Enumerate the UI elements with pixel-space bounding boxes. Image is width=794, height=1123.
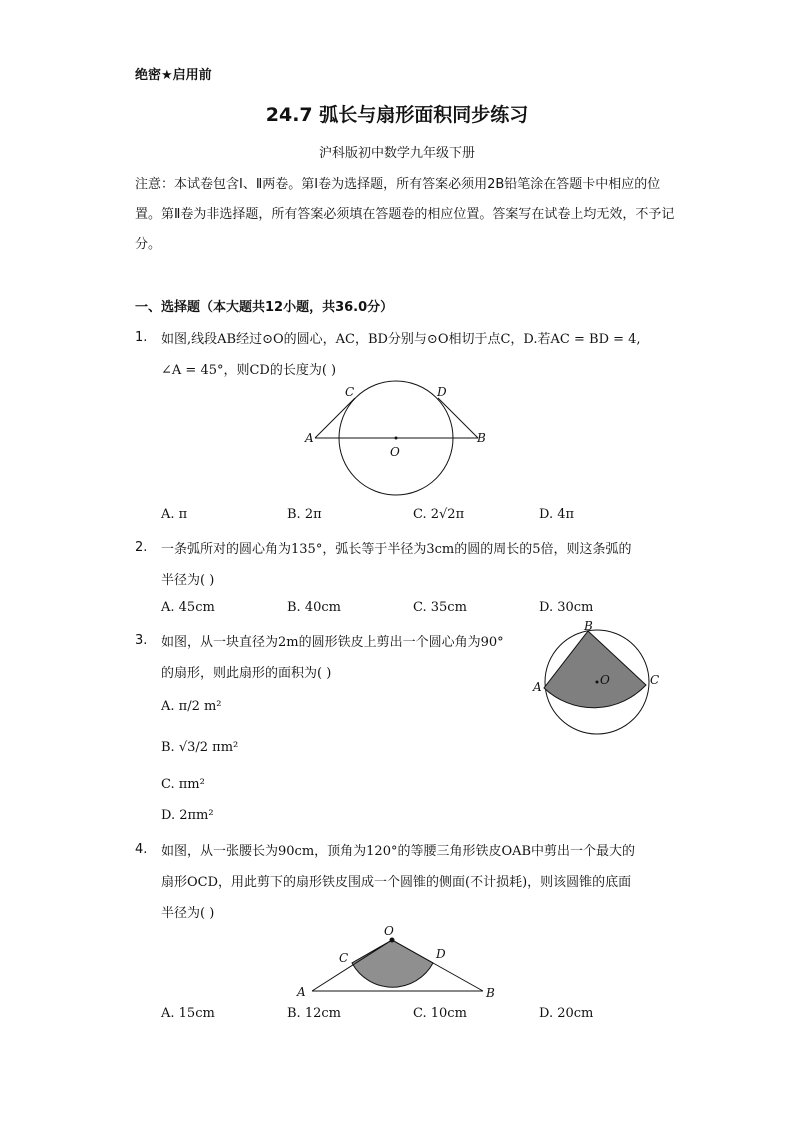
question-text-line1: 一条弧所对的圆心角为135°，弧长等于半径为3cm的圆的周长的5倍，则这条弧的 [161, 542, 632, 557]
label-a: A [297, 985, 306, 999]
question-text-line2: ∠A = 45°，则CD的长度为( ) [161, 363, 337, 378]
option-b[interactable]: B. √3/2 πm² [161, 740, 239, 755]
option-d[interactable]: D. 30cm [539, 600, 594, 615]
option-a[interactable]: A. π/2 m² [161, 699, 222, 714]
label-b: B [477, 431, 486, 445]
label-c: C [345, 385, 355, 399]
question-text-line1: 如图，从一张腰长为90cm，顶角为120°的等腰三角形铁皮OAB中剪出一个最大的 [161, 844, 636, 859]
option-b[interactable]: B. 12cm [287, 1006, 341, 1021]
question-text-line1: 如图，从一块直径为2m的圆形铁皮上剪出一个圆心角为90° [161, 635, 504, 650]
option-a[interactable]: A. 15cm [161, 1006, 215, 1021]
option-c[interactable]: C. 2√2π [413, 507, 465, 522]
section-title: 一、选择题（本大题共12小题，共36.0分） [135, 300, 394, 315]
label-c: C [339, 951, 349, 965]
question-text-line2: 的扇形，则此扇形的面积为( ) [161, 666, 332, 681]
label-b: B [486, 986, 495, 1000]
option-d[interactable]: D. 2πm² [161, 808, 214, 823]
label-o: O [384, 924, 394, 938]
label-c: C [650, 673, 660, 687]
option-c[interactable]: C. πm² [161, 777, 205, 792]
question-number: 1. [135, 330, 148, 345]
page-subtitle: 沪科版初中数学九年级下册 [318, 146, 475, 161]
question-text-line2: 扇形OCD，用此剪下的扇形铁皮围成一个圆锥的侧面(不计损耗)，则该圆锥的底面 [161, 875, 632, 890]
question-number: 4. [135, 842, 148, 857]
option-b[interactable]: B. 40cm [287, 600, 341, 615]
question-text-line3: 半径为( ) [161, 906, 215, 921]
option-a[interactable]: A. π [161, 507, 188, 522]
question-text-line2: 半径为( ) [161, 573, 215, 588]
label-o: O [390, 445, 400, 459]
option-d[interactable]: D. 4π [539, 507, 575, 522]
option-d[interactable]: D. 20cm [539, 1006, 594, 1021]
page-title: 24.7 弧长与扇形面积同步练习 [265, 104, 529, 126]
label-o: O [600, 673, 610, 687]
figure-q1-circle-tangents [300, 380, 500, 505]
option-c[interactable]: C. 35cm [413, 600, 467, 615]
label-b: B [584, 620, 593, 633]
label-d: D [437, 385, 447, 399]
question-text-line1: 如图,线段AB经过⊙O的圆心，AC，BD分别与⊙O相切于点C，D.若AC = BD = 4, [161, 332, 641, 347]
figure-q4-triangle-sector [290, 922, 505, 1004]
label-a: A [305, 431, 314, 445]
exam-notice: 注意：本试卷包含Ⅰ、Ⅱ两卷。第Ⅰ卷为选择题，所有答案必须用2B铅笔涂在答题卡中相应的位置。第Ⅱ卷为非选择题，所有答案必须填在答题卷的相应位置。答案写在试卷上均无效，不予记分。 [135, 177, 675, 252]
option-a[interactable]: A. 45cm [161, 600, 215, 615]
option-b[interactable]: B. 2π [287, 507, 322, 522]
label-d: D [436, 947, 446, 961]
confidential-label: 绝密★启用前 [135, 68, 212, 83]
question-number: 3. [135, 633, 148, 648]
figure-q3-sector-in-circle [530, 620, 665, 740]
label-a: A [533, 680, 542, 694]
question-number: 2. [135, 540, 148, 555]
option-c[interactable]: C. 10cm [413, 1006, 467, 1021]
